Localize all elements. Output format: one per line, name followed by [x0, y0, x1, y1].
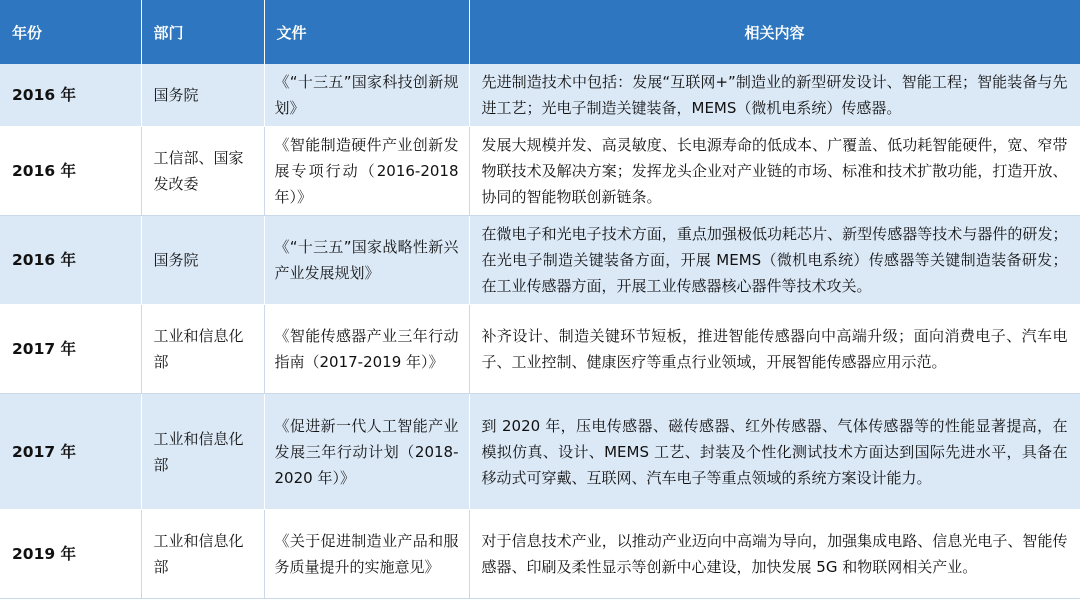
- cell-year: 2017 年: [0, 394, 141, 510]
- cell-year: 2016 年: [0, 127, 141, 216]
- cell-content: 在微电子和光电子技术方面，重点加强极低功耗芯片、新型传感器等技术与器件的研发；在光电子制造关键装备方面，开展 MEMS（微机电系统）传感器等关键制造装备研发；在工业传感器方面，开展工业传感器核心器件等技术攻关。: [469, 216, 1080, 305]
- cell-year: 2017 年: [0, 305, 141, 394]
- table-row: [0, 305, 1080, 394]
- cell-department: 工业和信息化部: [141, 394, 264, 510]
- table-header-row: [0, 0, 1080, 64]
- cell-content: 补齐设计、制造关键环节短板，推进智能传感器向中高端升级；面向消费电子、汽车电子、工业控制、健康医疗等重点行业领域，开展智能传感器应用示范。: [469, 305, 1080, 394]
- header-document: 文件: [264, 0, 469, 64]
- cell-department: 工业和信息化部: [141, 510, 264, 599]
- header-department: 部门: [141, 0, 264, 64]
- header-content: 相关内容: [469, 0, 1080, 64]
- cell-department: 国务院: [141, 64, 264, 127]
- table-row: [0, 216, 1080, 305]
- table-row: [0, 394, 1080, 510]
- cell-year: 2016 年: [0, 64, 141, 127]
- table-row: [0, 510, 1080, 599]
- cell-content: 到 2020 年，压电传感器、磁传感器、红外传感器、气体传感器等的性能显著提高，在模拟仿真、设计、MEMS 工艺、封装及个性化测试技术方面达到国际先进水平，具备在移动式可穿戴、互联网、汽车电子等重点领域的系统方案设计能力。: [469, 394, 1080, 510]
- cell-content: 先进制造技术中包括：发展“互联网+”制造业的新型研发设计、智能工程；智能装备与先进工艺；光电子制造关键装备，MEMS（微机电系统）传感器。: [469, 64, 1080, 127]
- cell-department: 工信部、国家发改委: [141, 127, 264, 216]
- cell-document: 《“十三五”国家科技创新规划》: [264, 64, 469, 127]
- cell-year: 2016 年: [0, 216, 141, 305]
- header-year: 年份: [0, 0, 141, 64]
- cell-year: 2019 年: [0, 510, 141, 599]
- cell-document: 《促进新一代人工智能产业发展三年行动计划（2018-2020 年）》: [264, 394, 469, 510]
- cell-document: 《智能制造硬件产业创新发展专项行动（2016-2018 年）》: [264, 127, 469, 216]
- table-row: [0, 127, 1080, 216]
- cell-department: 国务院: [141, 216, 264, 305]
- cell-content: 发展大规模并发、高灵敏度、长电源寿命的低成本、广覆盖、低功耗智能硬件，宽、窄带物联技术及解决方案；发挥龙头企业对产业链的市场、标准和技术扩散功能，打造开放、协同的智能物联创新链条。: [469, 127, 1080, 216]
- cell-content: 对于信息技术产业，以推动产业迈向中高端为导向，加强集成电路、信息光电子、智能传感器、印刷及柔性显示等创新中心建设，加快发展 5G 和物联网相关产业。: [469, 510, 1080, 599]
- cell-document: 《“十三五”国家战略性新兴产业发展规划》: [264, 216, 469, 305]
- table-row: [0, 64, 1080, 127]
- cell-document: 《关于促进制造业产品和服务质量提升的实施意见》: [264, 510, 469, 599]
- cell-department: 工业和信息化部: [141, 305, 264, 394]
- cell-document: 《智能传感器产业三年行动指南（2017-2019 年）》: [264, 305, 469, 394]
